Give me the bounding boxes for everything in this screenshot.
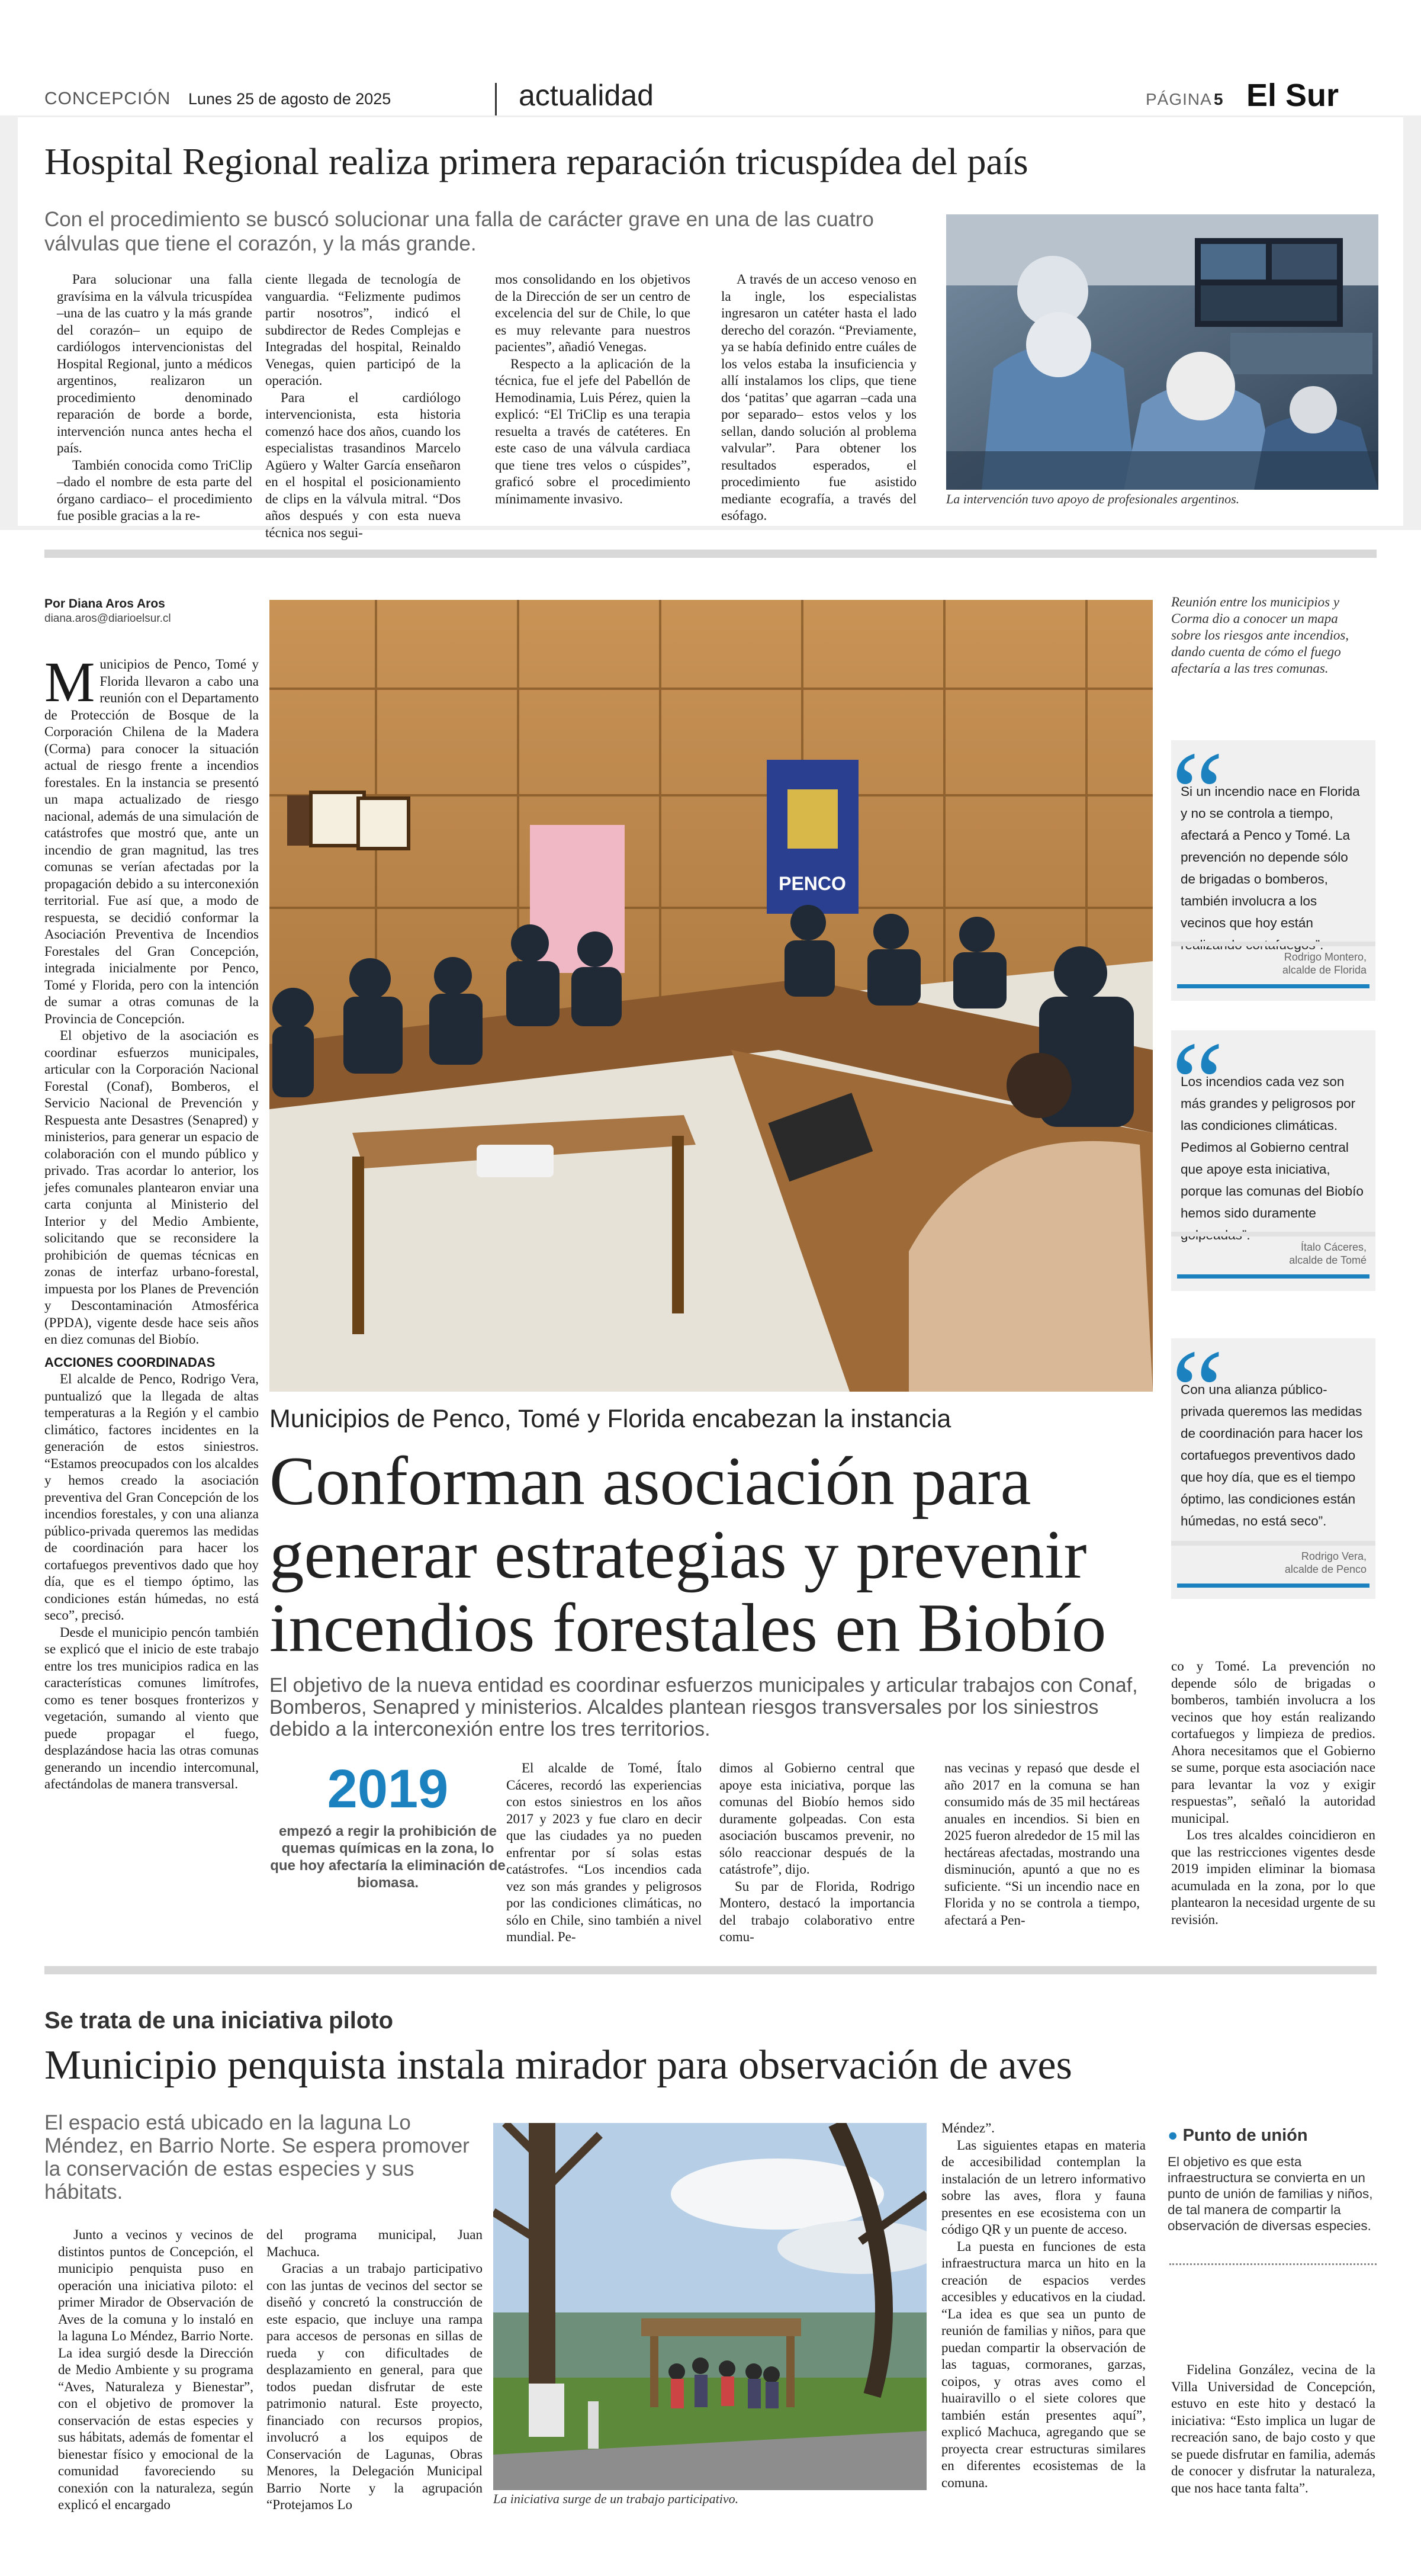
sidebar-title: ● Punto de unión (1168, 2126, 1308, 2145)
quote-3-source: Rodrigo Vera, alcalde de Penco (1284, 1550, 1367, 1575)
article3-column-1: Junto a vecinos y vecinos de distintos puntos de Concepción, el municipio penquista puso en operación una iniciativa piloto: el primer Mirador de Observación de Aves de la comuna y lo instaló en la laguna Lo Méndez, Barrio Norte. La idea surgió desde la Dirección de Medio Ambiente y su programa “Aves, Naturaleza y Bienestar”, con el objetivo de promover la conservación de estas especies y sus hábitats, además de fomentar el bienestar físico y emocional de la comunidad favoreciendo su conexión con la naturaleza, según explicó el encargado (58, 2227, 253, 2512)
article1-title: Hospital Regional realiza primera reparación tricuspídea del país (44, 140, 1028, 182)
sidebar-text: El objetivo es que esta infraestructura se convierta en un punto de unión de familias y niños, de tal manera de compartir la observación de diversas especies. (1168, 2154, 1373, 2233)
article1-subtitle: Con el procedimiento se buscó solucionar una falla de carácter grave en una de las cuatro válvulas que tiene el corazón, y la más grande. (44, 208, 874, 255)
quote-2-accent (1177, 1274, 1369, 1279)
article2-column-5: nas vecinas y repasó que desde el año 2017 en la comuna se han consumido más de 35 mil hectáreas anuales en incendios. Si bien en 2025 fueron alrededor de 15 mil las hectáreas afectadas, mostrando una disminución, apuntó a que no es suficiente. “Si un incendio nace en Florida y no se controla a tiempo, afectará a Pen- (944, 1761, 1140, 1928)
article3-column-2: del programa municipal, Juan Machuca. Gracias a un trabajo participativo con las juntas de vecinos del sector se diseñó y concretó la construcción de este espacio, que incluye una rampa para accesos de personas en sillas de rueda y con dificultades de desplazamiento en general, para que todos puedan disfrutar de este patrimonio natural. Este proyecto, financiado con recursos propios, involucró a los equipos de Conservación de Lagunas, Obras Menores, la Delegación Municipal Barrio Norte y la agrupación “Protejamos Lo (266, 2227, 483, 2512)
article3-kicker: Se trata de una iniciativa piloto (44, 2008, 394, 2034)
quote-2-source: Ítalo Cáceres, alcalde de Tomé (1289, 1241, 1367, 1266)
quote-3-accent (1177, 1583, 1369, 1588)
sidebar-punto-de-union (1168, 2126, 1378, 2250)
article2-email: diana.aros@diarioelsur.cl (44, 612, 171, 625)
header-divider (495, 83, 497, 118)
article3-column-4: Fidelina González, vecina de la Villa Universidad de Concepción, estuvo en este hito y destacó la iniciativa: “Esto implica un lugar de recreación sano, de bajo costo y que se puede disfrutar en familia, además de conocer y disfrutar la naturaleza, que nos hace tanta falta”. (1171, 2362, 1375, 2495)
quote-box-3 (1171, 1326, 1375, 1599)
quote-1-source: Rodrigo Montero, alcalde de Florida (1282, 951, 1367, 976)
article2-title: Conforman asociación para generar estrategias y prevenir incendios forestales en Biobío (269, 1443, 1107, 1666)
quote-3-divider (1171, 1541, 1375, 1546)
section-separator-2 (44, 1966, 1377, 1974)
article1-photo (946, 214, 1378, 490)
header-page-label: PÁGINA (1146, 90, 1212, 108)
article2-column-6: co y Tomé. La prevención no depende sólo de brigadas o bomberos, también involucra a los vecinos que hoy están realizando cortafuegos y limpieza de predios. Ahora necesitamos que el Gobierno se sume, porque esta asociación nace para levantar la voz y exigir respuestas”, señaló la autoridad municipal. Los tres alcaldes coincidieron en que las restricciones vigentes desde 2019 impiden eliminar la biomasa acumulada en la zona, por lo que plantearon la necesidad urgente de su revisión. (1171, 1659, 1375, 1927)
article2-column-4: dimos al Gobierno central que apoye esta iniciativa, porque las comunas del Biobío hemos sido duramente golpeadas. Con esta asociación buscamos prevenir, no sólo reaccionar después de la catástrofe”, dijo. Su par de Florida, Rodrigo Montero, destacó la importancia del trabajo colaborativo entre comu- (719, 1761, 915, 1944)
penco-banner-text: PENCO (779, 873, 846, 894)
article1-column-2: ciente llegada de tecnología de vanguardia. “Felizmente pudimos partir nosotros”, indicó el subdirector de Redes Complejas e Integradas del hospital, Reinaldo Venegas, quien participó de la operación. Para el cardiólogo intervencionista, esta historia comenzó hace dos años, cuando los especialistas trasandinos Marcelo Agüero y Walter García enseñaron en el hospital el posicionamiento de clips en la válvula mitral. “Dos años después y con esta nueva técnica nos segui- (265, 272, 461, 540)
article3-subtitle: El espacio está ubicado en la laguna Lo Méndez, en Barrio Norte. Se espera promover la conservación de estas especies y sus hábitats. (44, 2111, 470, 2204)
article3-column-3: Méndez”. Las siguientes etapas en materia de accesibilidad contemplan la instalación de un letrero informativo sobre las aves, flora y fauna presentes en ese ecosistema con un código QR y un puente de acceso. La puesta en funciones de esta infraestructura marca un hito en la creación de espacios verdes accesibles y educativos en la ciudad. “La idea es que sea un punto de reunión de familias y niños, para que puedan compartir la observación de las taguas, cormoranes, garzas, coipos, y otras aves como el huairavillo o el siete colores que también están presentes aquí”, explicó Machuca, agregando que se proyecta crear estructuras similares en diferentes ecosistemas de la comuna. (941, 2121, 1146, 2490)
quote-2-text: Los incendios cada vez son más grandes y peligrosos por las condiciones climáticas. Pedimos al Gobierno central que apoye esta iniciativa, porque las comunas del Biobío hemos sido duramente (1181, 1074, 1364, 1220)
article3-title: Municipio penquista instala mirador para observación de aves (44, 2042, 1072, 2088)
bullet-icon: ● (1168, 2126, 1178, 2145)
quote-mark-icon: “ (1171, 1018, 1224, 1149)
article1-column-1: Para solucionar una falla gravísima en la válvula tricuspídea –una de las cuatro y la más grande del corazón– un equipo de cardiólogos intervencionistas del Hospital Regional, junto a médicos argentinos, realizaron un procedimiento denominado reparación de borde a borde, intervención nunca antes hecha el país. También conocida como TriClip –dado el nombre de esta parte del órgano cardiaco– el procedimiento fue posible gracias a la re- (57, 272, 252, 523)
article2-subhead: ACCIONES COORDINADAS (44, 1354, 216, 1370)
header-city: CONCEPCIÓN (44, 89, 171, 108)
quote-1-divider (1171, 942, 1375, 946)
header-section: actualidad (519, 79, 654, 112)
article2-dropcap: M (44, 650, 95, 714)
article2-byline: Por Diana Aros Aros (44, 597, 165, 611)
article1-photo-caption: La intervención tuvo apoyo de profesionales argentinos. (946, 492, 1240, 506)
article1-column-3: mos consolidando en los objetivos de la Dirección de ser un centro de excelencia del sur de Chile, lo que es muy relevante para nuestros pacientes”, añadió Venegas. Respecto a la aplicación de la técnica, fue el jefe del Pabellón de Hemodinamia, Luis Pérez, quien la explicó: “El TriClip es una terapia resuelta a través de catéteres. En este caso de una válvula cardiaca que tiene tres velos o cúspides”, graficó sobre el procedimiento mínimamente invasivo. (495, 272, 690, 506)
newspaper-name: El Sur (1246, 78, 1339, 113)
quote-1-accent (1177, 984, 1369, 988)
header-page-number: 5 (1214, 90, 1223, 108)
article3-photo (493, 2123, 927, 2490)
article2-subtitle: El objetivo de la nueva entidad es coordinar esfuerzos municipales y articular trabajos con Conaf, Bomberos, Senapred y ministerios. Alcaldes plantean riesgos transversales por los siniestros debido a la interconexión entre los tres territorios. (269, 1674, 1138, 1740)
quote-mark-icon: “ (1171, 728, 1224, 859)
article2-column-1: Municipios de Penco, Tomé y Florida llevaron a cabo una reunión con el Departamento de Protección de Bosque de la Corporación Chilena de la Madera (Corma) para conocer la situación actual de riesgo frente a incendios forestales. En la instancia se presentó un mapa actualizado de riesgo nacional, además de una simulación de catástrofes que mostró que, ante un incendio de gran magnitud, las tres comunas se verían afectadas por la propagación debido a su interconexión territorial. Fue así que, a modo de respuesta, se decidió conformar la Asociación Preventiva de Incendios Forestales del Gran Concepción, integrada inicialmente por Penco, Tomé y Florida, pero con la intención de sumar a otras comunas de la Provincia de Concepción. El objetivo de la asociación es coordinar esfuerzos municipales, articular con la Corporación Nacional Forestal (Conaf), Bomberos, el Servicio Nacional de Prevención y Respuesta ante Desastres (Senapred) y ministerios, para generar un espacio de colaboración con el mundo público y privado. Tras acordar lo anterior, los jefes comunales plantearon enviar una carta conjunta al Ministerio del Interior y del Medio Ambiente, solicitando que se reconsidere la prohibición de quemas técnicas en zonas de interfaz urbano-forestal, impuesta por los Planes de Prevención y Descontaminación Atmosférica (PPDA), vigente desde hace seis años en diez comunas del Biobío. ACCIONES COORDINADAS El alcalde de Penco, Rodrigo Vera, puntualizó que la llegada de altas temperaturas a la Región y el cambio climático, factores incidentes en la generación de estos siniestros. “Estamos preocupados con los alcaldes y hemos creado la asociación preventiva del Gran Concepción de los incendios forestales, y con una alianza público-privada queremos las medidas de coordinación para hacer los cortafuegos preventivos dado que hoy día, que es el tiempo óptimo, las condiciones están húmedas, no está seco”, precisó. Desde el municipio pencón también se explicó que el inicio de este trabajo entre los tres municipios radica en las características comunes limítrofes, como es tener bosques fronterizos y vegetación, sumando al viento que puede propagar el fuego, desplazándose hacia las otras comunas generando un incendio intercomunal, afectándolas de manera transversal. (44, 650, 259, 1791)
article3-photo-caption: La iniciativa surge de un trabajo participativo. (493, 2491, 739, 2506)
article2-kicker: Municipios de Penco, Tomé y Florida encabezan la instancia (269, 1405, 951, 1433)
quote-2-divider (1171, 1232, 1375, 1236)
sidebar-divider (1169, 2263, 1377, 2265)
quote-3-text: Con una alianza público-privada queremos las medidas de coordinación para hacer los cortafuegos preventivos dado que hoy día, que es el tiempo óptimo, las condiciones están húmedas, no está seco”. (1181, 1382, 1363, 1528)
stat-value: 2019 (327, 1759, 449, 1819)
quote-1-text: Si un incendio nace en Florida y no se controla a tiempo, afectará a Penco y Tomé. La prevención no depende sólo de brigadas o bomberos, también involucra a los vecinos que hoy están (1181, 784, 1360, 930)
section-separator-1 (44, 550, 1377, 558)
quote-box-1 (1171, 728, 1375, 1001)
quote-mark-icon: “ (1171, 1326, 1224, 1457)
article2-photo (269, 600, 1153, 1392)
stat-text: empezó a regir la prohibición de quemas químicas en la zona, lo que hoy afectaría la eliminación de biomasa. (270, 1823, 506, 1891)
article2-photo-caption: Reunión entre los municipios y Corma dio a conocer un mapa sobre los riesgos ante incendios, dando cuenta de cómo el fuego afectaría a las tres comunas. (1171, 595, 1349, 676)
article2-column-3: El alcalde de Tomé, Ítalo Cáceres, recordó las experiencias con estos siniestros en los años 2017 y 2023 y fue claro en decir que las ciudades ya no pueden enfrentar por sí solas estas catástrofes. “Los incendios cada vez son más grandes y peligrosos por las condiciones climáticas, no sólo en Chile, sino también a nivel mundial. Pe- (506, 1761, 702, 1944)
article1-column-4: A través de un acceso venoso en la ingle, los especialistas ingresaron un catéter hasta el lado derecho del corazón. “Previamente, ya se había definido entre cuáles de los velos estaba la insuficiencia y allí instalamos los clips, que tiene dos ‘patitas’ que agarran –cada una por separado– estos velos y los sellan, dando solución al problema valvular”. Para obtener los resultados esperados, el procedimiento fue asistido mediante ecografía, a través del esófago. (721, 272, 917, 523)
quote-box-2 (1171, 1018, 1375, 1291)
header-date: Lunes 25 de agosto de 2025 (188, 90, 391, 108)
